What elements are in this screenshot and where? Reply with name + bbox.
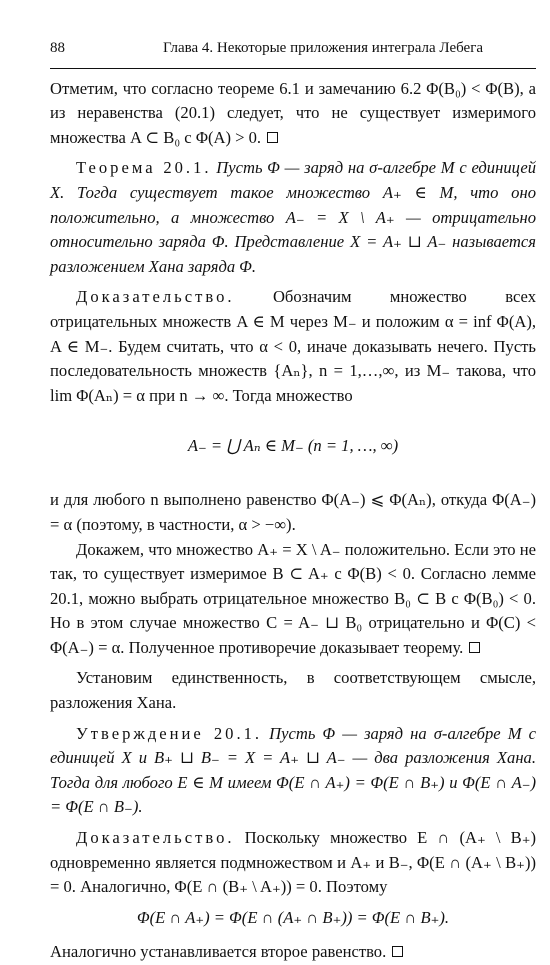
proof-label: Доказательство. (76, 828, 235, 848)
running-title: Глава 4. Некоторые приложения интеграла Лебега (162, 40, 484, 56)
proof-2 (50, 826, 536, 900)
paragraph-uniqueness: Установим единственность, в соответствующем смысле, разложения Хана. (50, 668, 536, 713)
paragraph-continuation: и для любого n выполнено равенство Φ(A₋) ⩽ Φ(Aₙ), откуда Φ(A₋) = α (поэтому, в частности, α > −∞). (50, 490, 536, 534)
statement-label: Утверждение 20.1. (76, 723, 263, 743)
equality-formula: Φ(E ∩ A₊) = Φ(E ∩ (A₊ ∩ B₊)) = Φ(E ∩ B₊). (136, 907, 450, 927)
qed-box (469, 642, 480, 653)
page-number: 88 (50, 40, 65, 56)
paragraph-final: Аналогично устанавливается второе равенство. (50, 940, 536, 965)
qed-box (267, 132, 278, 143)
statement-20-1 (50, 722, 536, 820)
theorem-label: Теорема 20.1. (76, 158, 212, 178)
proof-text: Поскольку множество E ∩ (A₊ \ B₊) одновременно является подмножеством и A₊ и B₋, Φ(E ∩ (A₊ \ B₊)) = 0. Аналогично, Φ(E ∩ (B₊ \ A₊)) = 0. Поэтому (50, 828, 536, 897)
theorem-20-1 (50, 156, 536, 279)
union-formula: A₋ = ⋃ Aₙ ∈ M₋ (n = 1, …, ∞) (187, 436, 399, 456)
running-header (50, 36, 536, 69)
proof-label: Доказательство. (76, 287, 235, 307)
proof-text: Обозначим множество всех отрицательных множеств A ∈ M через M₋ и положим α = inf Φ(A), A ∈ M₋. Будем считать, что α < 0, иначе доказывать нечего. Пусть последовательность множеств {Aₙ}, n = 1,…,∞, из M₋ такова, что lim Φ(Aₙ) = α при n → ∞. Тогда множество (50, 287, 536, 405)
book-page (50, 36, 536, 965)
proof-1 (50, 285, 536, 408)
theorem-text: Пусть Φ — заряд на σ-алгебре M с единицей X. Тогда существует такое множество A₊ ∈ M, что оно положительно, а множество A₋ = X \ A₊ — отрицательно относительно заряда Φ. Представление X = A₊ ⊔ A₋ называется разложением Хана заряда Φ. (50, 158, 536, 276)
qed-box (392, 946, 403, 957)
paragraph-positivity: Докажем, что множество A₊ = X \ A₋ положительно. Если это не так, то существует измеримое B ⊂ A₊ с Φ(B) < 0. Согласно лемме 20.1, можно выбрать отрицательное множество B₀ ⊂ B с Φ(B₀) < 0. Но в этом случае множество C = A₋ ⊔ B₀ отрицательно и Φ(C) < Φ(A₋) = α. Полученное противоречие доказывает теорему. (50, 539, 536, 657)
statement-text: Пусть Φ — заряд на σ-алгебре M с единицей X и B₊ ⊔ B₋ = X = A₊ ⊔ A₋ — два разложения Хана. Тогда для любого E ∈ M имеем Φ(E ∩ A₊) = Φ(E ∩ B₊) и Φ(E ∩ A₋) = Φ(E ∩ B₋). (50, 723, 536, 817)
paragraph-intro: Отметим, что согласно теореме 6.1 и замечанию 6.2 Φ(B₀) < Φ(B), а из неравенства (20.1) следует, что не существует измеримого множества A ⊂ B₀ с Φ(A) > 0. (50, 78, 536, 147)
